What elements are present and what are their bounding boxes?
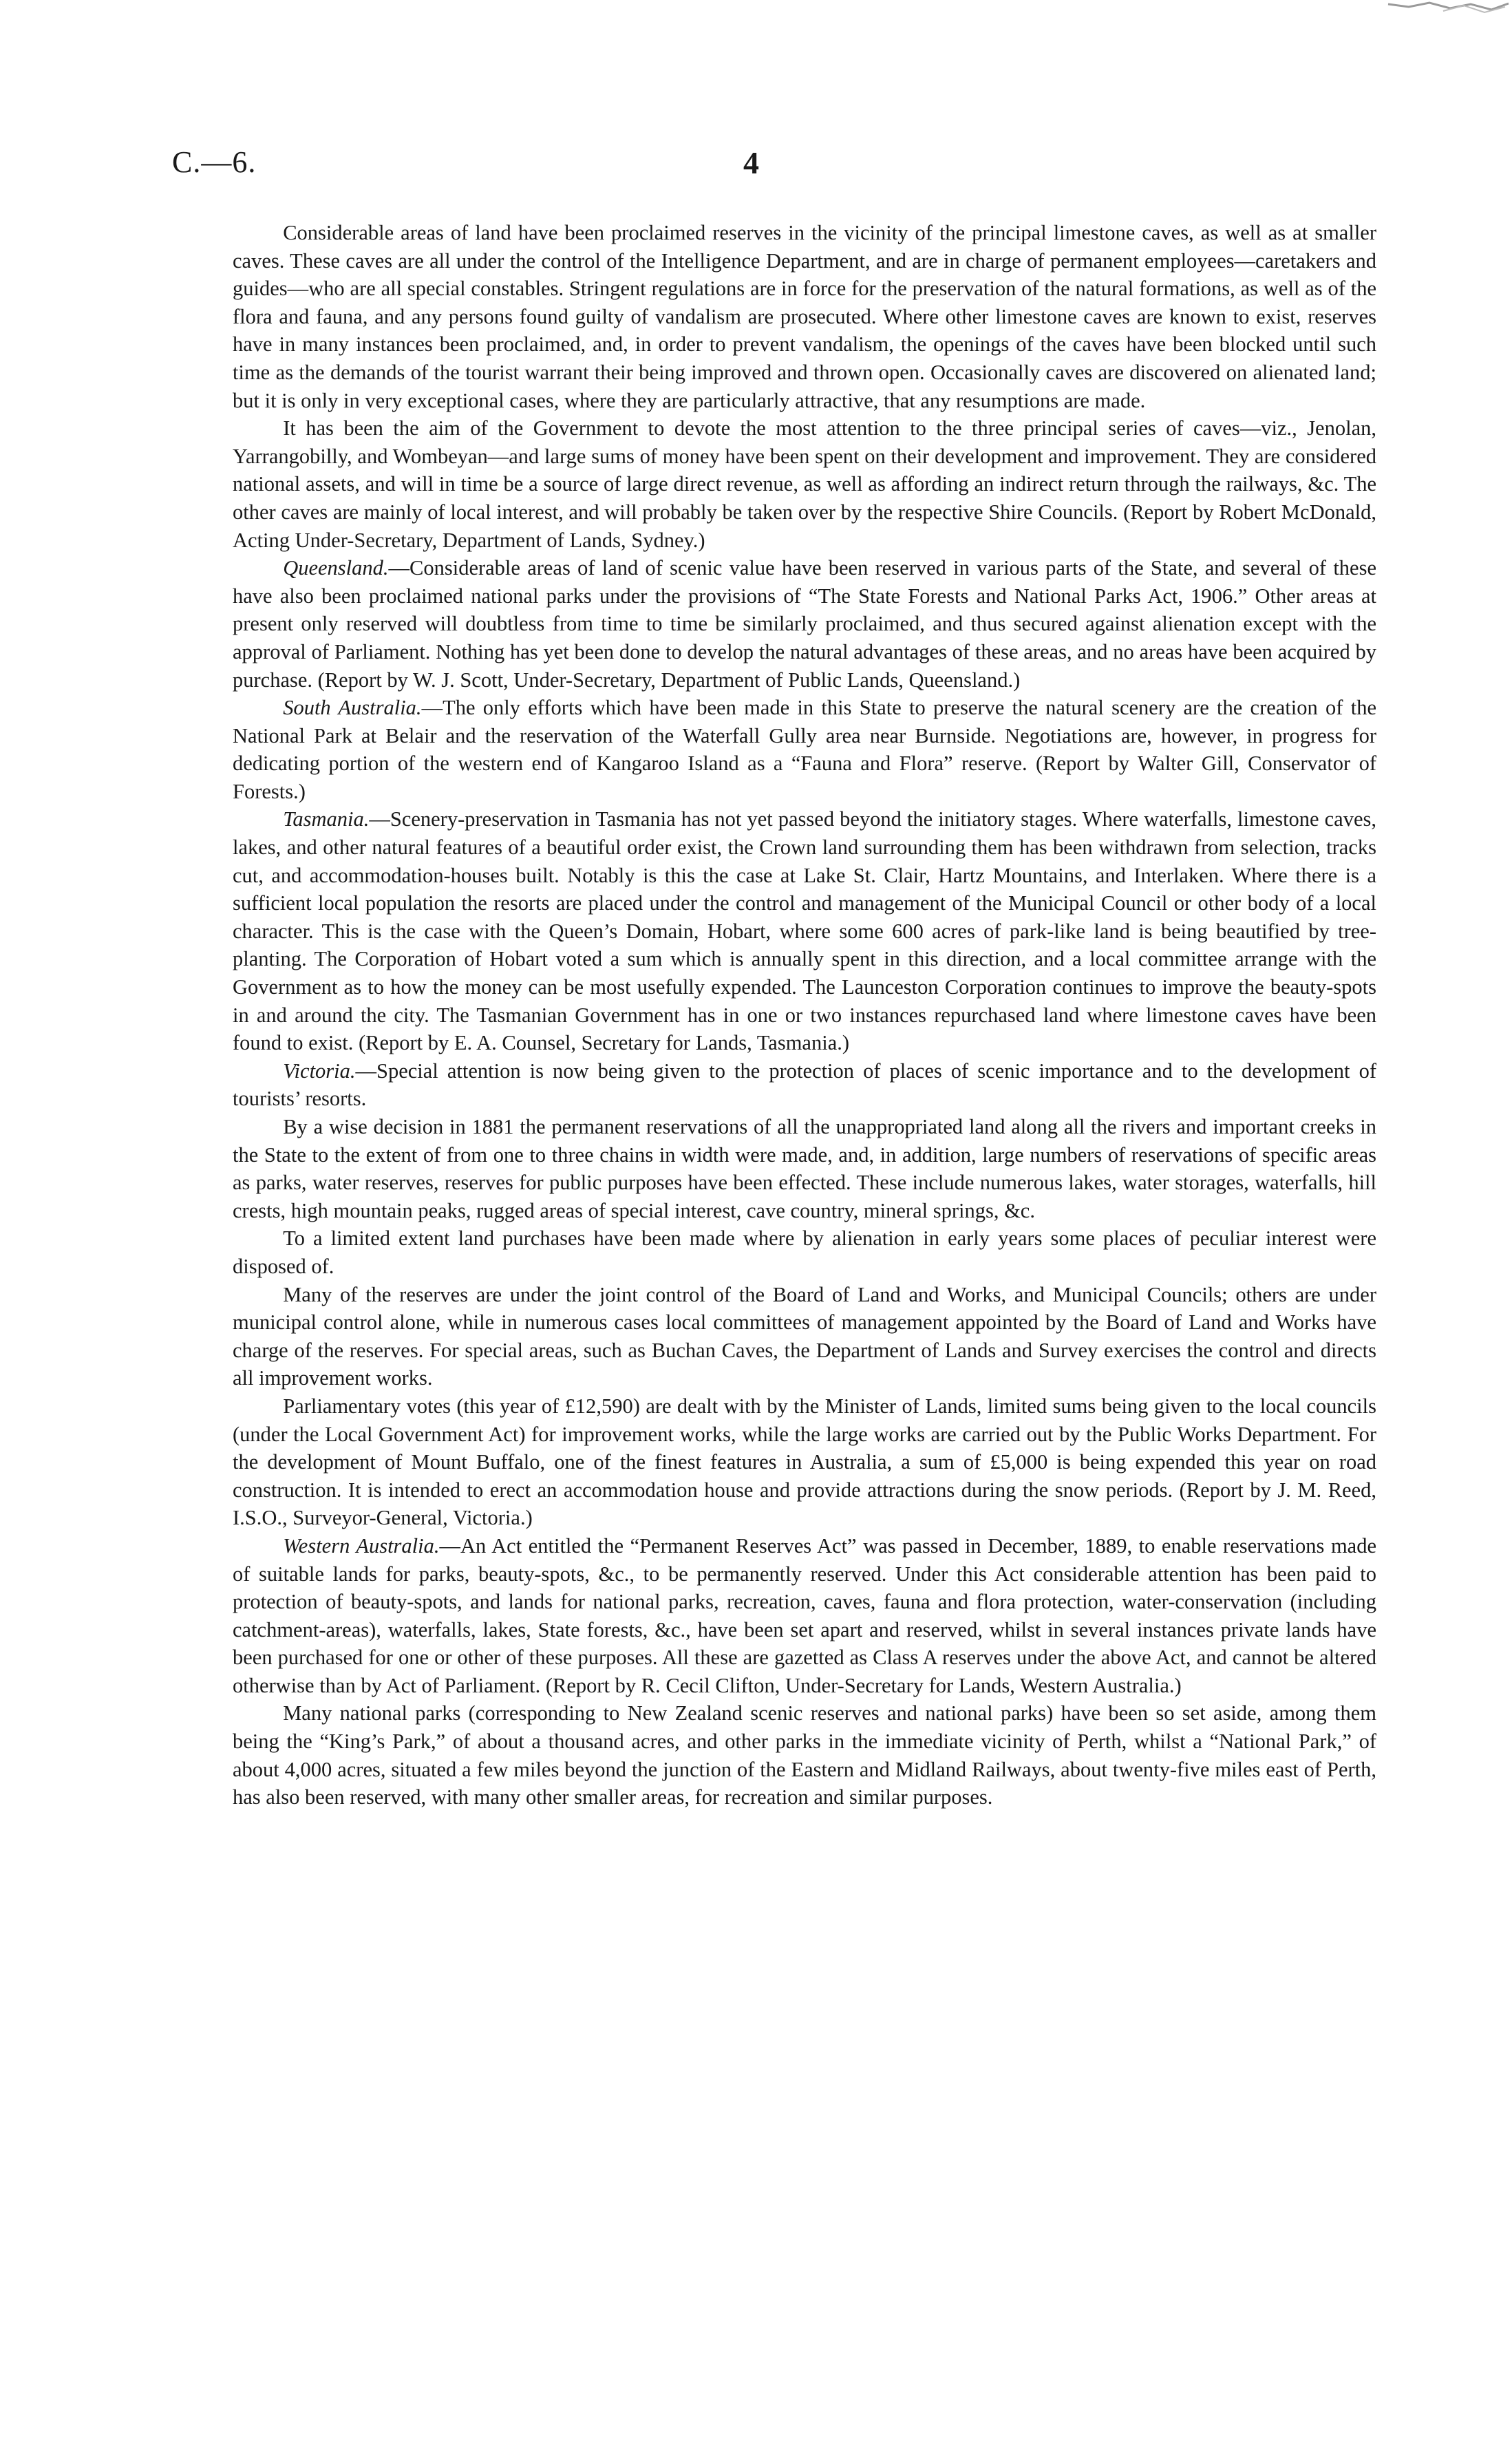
paragraph bbox=[233, 1281, 1376, 1392]
region-heading: Victoria. bbox=[283, 1059, 356, 1083]
paragraph-text: Many national parks (corresponding to New Zealand scenic reserves and national parks) have been so set aside, among them being the “King’s Park,” of about a thousand acres, and other parks in the immediate vicinity of Perth, whilst a “National Park,” of about 4,000 acres, situated a few miles beyond the junction of the Eastern and Midland Railways, about twenty-five miles east of Perth, has also been reserved, with many other smaller areas, for recreation and similar purposes. bbox=[233, 1701, 1376, 1809]
paragraph-queensland bbox=[233, 554, 1376, 694]
paragraph-text: Parliamentary votes (this year of £12,590) are dealt with by the Minister of Lands, limited sums being given to the local councils (under the Local Government Act) for improvement works, while the large works are carried out by the Public Works Department. For the development of Mount Buffalo, one of the finest features in Australia, a sum of £5,000 is being expended this year on road construction. It is intended to erect an accommodation house and provide attractions during the snow periods. (Report by J. M. Reed, I.S.O., Surveyor-General, Victoria.) bbox=[233, 1394, 1376, 1530]
page-number: 4 bbox=[743, 145, 759, 180]
body-text bbox=[233, 219, 1376, 1811]
paragraph-text: —The only efforts which have been made in this State to preserve the natural scenery are the creation of the National Park at Belair and the reservation of the Waterfall Gully area near Burnside. Negotiations are, however, in progress for dedicating portion of the western end of Kangaroo Island as a “Fauna and Flora” reserve. (Report by Walter Gill, Conservator of Forests.) bbox=[233, 696, 1376, 803]
paragraph-south-australia bbox=[233, 694, 1376, 805]
paragraph bbox=[233, 1224, 1376, 1280]
paragraph bbox=[233, 1392, 1376, 1532]
paragraph-text: —Considerable areas of land of scenic value have been reserved in various parts of the State, and several of these have also been proclaimed national parks under the provisions of “The State Forests and National Parks Act, 1906.” Other areas at present only reserved will doubtless from time to time be similarly proclaimed, and thus secured against alienation except with the approval of Parliament. Nothing has yet been done to develop the natural advantages of these areas, and no areas have been acquired by purchase. (Report by W. J. Scott, Under-Secretary, Department of Public Lands, Queensland.) bbox=[233, 556, 1376, 692]
paragraph-text: —An Act entitled the “Permanent Reserves Act” was passed in December, 1889, to enable reservations made of suitable lands for parks, beauty-spots, &c., to be permanently reserved. Under this Act considerable attention has been paid to protection of beauty-spots, and lands for national parks, recreation, caves, fauna and flora protection, water-conservation (including catchment-areas), waterfalls, lakes, State forests, &c., have been set apart and reserved, whilst in several instances private lands have been purchased for one or other of these purposes. All these are gazetted as Class A reserves under the above Act, and cannot be altered otherwise than by Act of Parliament. (Report by R. Cecil Clifton, Under-Secretary for Lands, Western Australia.) bbox=[233, 1533, 1376, 1697]
region-heading: South Australia. bbox=[283, 696, 422, 720]
paragraph-text: Considerable areas of land have been proclaimed reserves in the vicinity of the principal limestone caves, as well as at smaller caves. These caves are all under the control of the Intelligence Department, and are in charge of permanent employees—caretakers and guides—who are all special constables. Stringent regulations are in force for the preservation of the natural formations, as well as of the flora and fauna, and any persons found guilty of vandalism are prosecuted. Where other limestone caves are known to exist, reserves have in many instances been proclaimed, and, in order to prevent vandalism, the openings of the caves have been blocked until such time as the demands of the tourist warrant their being improved and thrown open. Occasionally caves are discovered on alienated land; but it is only in very exceptional cases, where they are particularly attractive, that any resumptions are made. bbox=[233, 221, 1376, 412]
paragraph-western-australia bbox=[233, 1532, 1376, 1700]
paragraph-text: By a wise decision in 1881 the permanent reservations of all the unappropriated land along all the rivers and important creeks in the State to the extent of from one to three chains in width were made, and, in addition, large numbers of reservations of specific areas as parks, water reserves, reserves for public purposes have been effected. These include numerous lakes, water storages, waterfalls, hill crests, high mountain peaks, rugged areas of special interest, cave country, mineral springs, &c. bbox=[233, 1115, 1376, 1222]
paragraph-tasmania bbox=[233, 805, 1376, 1056]
scan-artifact bbox=[1367, 0, 1512, 15]
paragraph bbox=[233, 219, 1376, 414]
region-heading: Western Australia. bbox=[283, 1533, 440, 1558]
paragraph-text: To a limited extent land purchases have been made where by alienation in early years some places of peculiar interest were disposed of. bbox=[233, 1226, 1376, 1278]
document-reference: C.—6. bbox=[172, 145, 257, 179]
paragraph-text: —Special attention is now being given to the protection of places of scenic importance and to the development of tourists’ resorts. bbox=[233, 1059, 1376, 1111]
paragraph-text: Many of the reserves are under the joint control of the Board of Land and Works, and Municipal Councils; others are under municipal control alone, while in numerous cases local committees of management appointed by the Board of Land and Works have charge of the reserves. For special areas, such as Buchan Caves, the Department of Lands and Survey exercises the control and directs all improvement works. bbox=[233, 1282, 1376, 1390]
paragraph bbox=[233, 414, 1376, 554]
paragraph bbox=[233, 1699, 1376, 1811]
region-heading: Tasmania. bbox=[283, 807, 370, 831]
paragraph-text: —Scenery-preservation in Tasmania has not yet passed beyond the initiatory stages. Where waterfalls, limestone caves, lakes, and other natural features of a beautiful order exist, the Crown land surrounding them has been withdrawn from selection, tracks cut, and accommodation-houses built. Notably is this the case at Lake St. Clair, Hartz Mountains, and Interlaken. Where there is a sufficient local population the resorts are placed under the control and management of the Municipal Council or other body of a local character. This is the case with the Queen’s Domain, Hobart, where some 600 acres of park-like land is being beautified by tree-planting. The Corporation of Hobart voted a sum which is annually spent in this direction, and a local committee arrange with the Government as to how the money can be most usefully expended. The Launceston Corporation continues to improve the beauty-spots in and around the city. The Tasmanian Government has in one or two instances repurchased land where limestone caves have been found to exist. (Report by E. A. Counsel, Secretary for Lands, Tasmania.) bbox=[233, 807, 1376, 1055]
page-header bbox=[172, 145, 1376, 193]
region-heading: Queensland. bbox=[283, 556, 389, 580]
paragraph bbox=[233, 1113, 1376, 1224]
paragraph-victoria bbox=[233, 1057, 1376, 1113]
paragraph-text: It has been the aim of the Government to devote the most attention to the three principal series of caves—viz., Jenolan, Yarrangobilly, and Wombeyan—and large sums of money have been spent on their development and improvement. They are considered national assets, and will in time be a source of large direct revenue, as well as affording an indirect return through the railways, &c. The other caves are mainly of local interest, and will probably be taken over by the respective Shire Councils. (Report by Robert McDonald, Acting Under-Secretary, Department of Lands, Sydney.) bbox=[233, 416, 1376, 552]
